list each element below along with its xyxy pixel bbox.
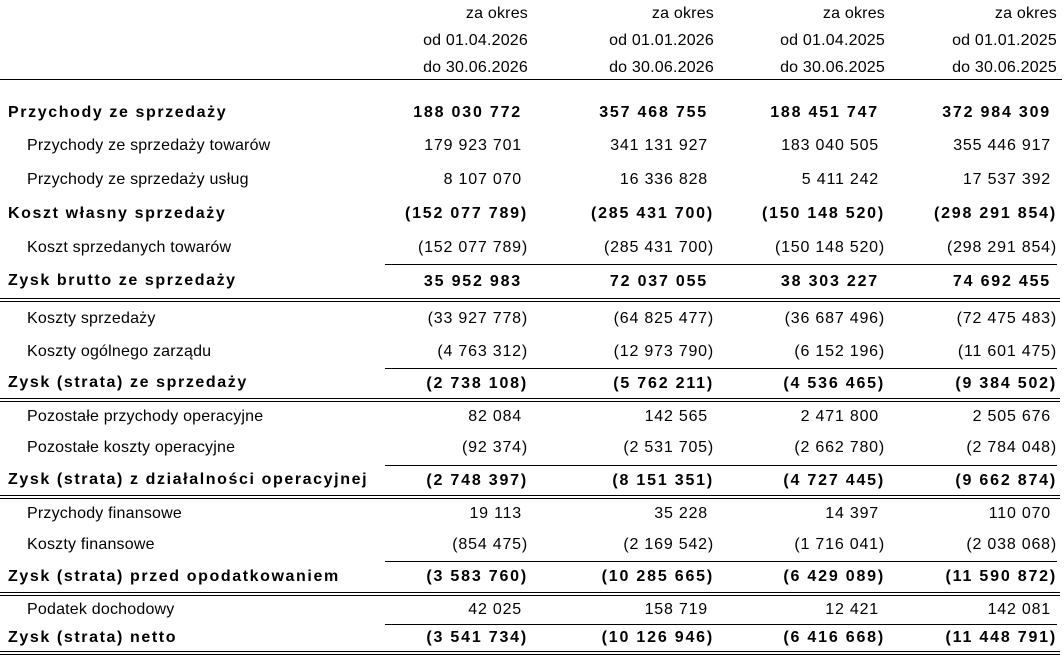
statement-row: [0, 264, 1060, 302]
row-value-period-4: 355 446 917: [953, 136, 1051, 154]
row-value-period-1: 188 030 772: [413, 104, 522, 121]
column-header-date-to: do 30.06.2026: [423, 59, 528, 76]
row-value-period-4: 74 692 455: [885, 264, 1057, 298]
statement-row: [0, 596, 1060, 624]
row-label: Koszty ogólnego zarządu: [27, 343, 212, 360]
statement-row: [0, 402, 1060, 431]
row-label: Przychody ze sprzedaży: [8, 104, 228, 121]
column-header-line: za okres: [994, 5, 1057, 22]
row-value-period-3: 14 397: [825, 505, 879, 522]
row-value-period-4: 110 070: [988, 505, 1051, 522]
row-value-period-3: 2 471 800: [800, 407, 879, 425]
row-value-period-3: (2 662 780): [794, 439, 885, 456]
statement-row: [0, 197, 1060, 231]
statement-row: [0, 129, 1060, 162]
row-value-period-4: (9 384 502): [885, 368, 1057, 398]
row-value-period-4: (2 038 068): [966, 536, 1057, 553]
row-value-period-4: (298 291 854): [946, 238, 1057, 256]
row-label: Koszt własny sprzedaży: [8, 205, 227, 222]
row-value-period-4: (72 475 483): [956, 310, 1057, 327]
row-value-period-2: (285 431 700): [603, 238, 714, 256]
statement-row: [0, 431, 1060, 465]
row-value-period-3: 188 451 747: [770, 104, 879, 121]
statement-row: [0, 336, 1060, 368]
row-value-period-3: (6 416 668): [714, 624, 885, 651]
column-header-date-from: od 01.01.2026: [609, 32, 714, 49]
row-value-period-1: (2 748 397): [385, 465, 528, 495]
row-value-period-1: 8 107 070: [443, 170, 522, 188]
row-label: Zysk (strata) netto: [8, 628, 178, 646]
row-value-period-4: 372 984 309: [942, 104, 1051, 121]
row-value-period-1: 179 923 701: [424, 136, 522, 154]
column-header-date-from: od 01.04.2026: [423, 32, 528, 49]
row-value-period-3: (6 152 196): [794, 343, 885, 360]
row-value-period-1: 19 113: [469, 505, 522, 522]
column-header-line: za okres: [822, 5, 885, 22]
row-value-period-3: (6 429 089): [714, 561, 885, 592]
column-header-period-1: [385, 0, 528, 79]
column-header-line: za okres: [651, 5, 714, 22]
row-value-period-3: (4 536 465): [714, 368, 885, 398]
row-value-period-1: (92 374): [462, 439, 528, 456]
statement-row: [0, 499, 1060, 529]
row-value-period-2: (5 762 211): [528, 368, 714, 398]
row-value-period-4: 2 505 676: [972, 407, 1051, 425]
row-value-period-3: (150 148 520): [774, 238, 885, 256]
row-value-period-1: (4 763 312): [437, 343, 528, 360]
statement-row: [0, 465, 1060, 499]
row-value-period-1: (3 583 760): [385, 561, 528, 592]
row-value-period-4: (2 784 048): [966, 439, 1057, 456]
row-value-period-3: (36 687 496): [784, 310, 885, 327]
statement-row: [0, 529, 1060, 561]
row-label: Pozostałe koszty operacyjne: [27, 439, 236, 456]
row-value-period-4: (9 662 874): [885, 465, 1057, 495]
header-spacer: [0, 80, 1064, 97]
row-value-period-2: (10 285 665): [528, 561, 714, 592]
row-label: Zysk brutto ze sprzedaży: [8, 272, 237, 289]
statement-row: [0, 561, 1060, 596]
row-label: Koszt sprzedanych towarów: [27, 238, 232, 256]
column-header-period-2: [528, 0, 714, 79]
statement-row: [0, 231, 1060, 264]
row-value-period-1: (2 738 108): [385, 368, 528, 398]
row-value-period-4: (11 590 872): [885, 561, 1057, 592]
row-value-period-2: 341 131 927: [610, 136, 708, 154]
column-headers: [0, 0, 1062, 80]
row-value-period-3: 38 303 227: [714, 264, 885, 298]
row-value-period-2: 16 336 828: [619, 170, 708, 188]
row-value-period-3: 183 040 505: [781, 136, 879, 154]
statement-row: [0, 162, 1060, 197]
row-label: Koszty sprzedaży: [27, 310, 156, 327]
row-label: Przychody ze sprzedaży usług: [27, 170, 249, 188]
row-value-period-2: (285 431 700): [590, 205, 714, 222]
row-value-period-1: 42 025: [468, 601, 522, 618]
row-value-period-1: (3 541 734): [385, 624, 528, 651]
row-value-period-4: (298 291 854): [933, 205, 1057, 222]
row-value-period-2: (12 973 790): [613, 343, 714, 360]
header-label-spacer: [0, 0, 385, 79]
column-header-period-4: [885, 0, 1057, 79]
row-label: Zysk (strata) przed opodatkowaniem: [8, 567, 340, 585]
column-header-date-from: od 01.01.2025: [952, 32, 1057, 49]
row-value-period-3: (4 727 445): [714, 465, 885, 495]
statement-rows: [0, 97, 1064, 655]
column-header-period-3: [714, 0, 885, 79]
row-label: Koszty finansowe: [27, 536, 155, 553]
column-header-line: za okres: [465, 5, 528, 22]
row-label: Zysk (strata) z działalności operacyjnej: [8, 471, 369, 488]
statement-row: [0, 97, 1060, 129]
row-label: Przychody finansowe: [27, 505, 182, 522]
column-header-date-to: do 30.06.2025: [780, 59, 885, 76]
row-value-period-2: (64 825 477): [613, 310, 714, 327]
column-header-date-from: od 01.04.2025: [780, 32, 885, 49]
row-value-period-4: (11 601 475): [957, 343, 1057, 360]
row-value-period-3: (150 148 520): [761, 205, 885, 222]
row-value-period-2: 158 719: [644, 601, 708, 618]
row-value-period-1: 35 952 983: [385, 264, 528, 298]
row-value-period-2: (2 169 542): [623, 536, 714, 553]
row-value-period-3: (1 716 041): [794, 536, 885, 553]
row-label: Zysk (strata) ze sprzedaży: [8, 374, 248, 391]
row-value-period-2: (2 531 705): [623, 439, 714, 456]
row-value-period-2: 357 468 755: [599, 104, 708, 121]
column-header-date-to: do 30.06.2026: [609, 59, 714, 76]
row-value-period-1: (33 927 778): [427, 310, 528, 327]
row-value-period-1: 82 084: [468, 407, 522, 425]
row-value-period-1: (152 077 789): [417, 238, 528, 256]
row-label: Pozostałe przychody operacyjne: [27, 407, 264, 425]
row-value-period-2: (8 151 351): [528, 465, 714, 495]
row-value-period-2: (10 126 946): [528, 624, 714, 651]
row-value-period-3: 5 411 242: [801, 170, 879, 188]
row-value-period-4: 17 537 392: [962, 170, 1051, 188]
row-value-period-4: 142 081: [987, 601, 1051, 618]
row-value-period-2: 142 565: [644, 407, 708, 425]
row-label: Podatek dochodowy: [27, 601, 175, 618]
row-value-period-1: (854 475): [452, 536, 528, 553]
column-header-date-to: do 30.06.2025: [952, 59, 1057, 76]
row-value-period-4: (11 448 791): [885, 624, 1057, 651]
row-value-period-2: 35 228: [654, 505, 708, 522]
statement-row: [0, 624, 1060, 655]
statement-row: [0, 302, 1060, 336]
row-label: Przychody ze sprzedaży towarów: [27, 136, 271, 154]
row-value-period-3: 12 421: [825, 601, 879, 618]
statement-row: [0, 368, 1060, 402]
row-value-period-1: (152 077 789): [404, 205, 528, 222]
row-value-period-2: 72 037 055: [528, 264, 714, 298]
